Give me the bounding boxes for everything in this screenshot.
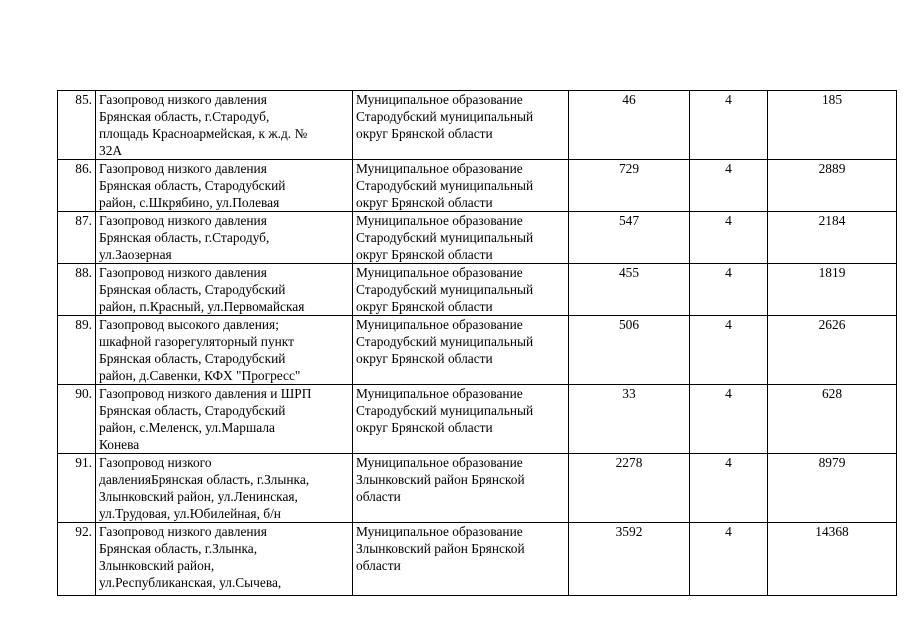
row-number: 87. — [75, 213, 92, 228]
owner-cell — [353, 91, 569, 160]
row-number-cell — [58, 160, 96, 212]
row-number-cell — [58, 91, 96, 160]
table-row — [58, 212, 897, 264]
category-value: 4 — [725, 265, 732, 280]
category-cell — [690, 385, 768, 454]
category-value: 4 — [725, 317, 732, 332]
table-row — [58, 91, 897, 160]
owner-name: Муниципальное образование Стародубский муниципальный округ Брянской области — [356, 161, 534, 210]
length-value: 506 — [618, 317, 640, 332]
owner-cell — [353, 316, 569, 385]
object-name-cell — [96, 160, 353, 212]
length-cell — [569, 212, 690, 264]
owner-name: Муниципальное образование Стародубский муниципальный округ Брянской области — [356, 265, 534, 314]
owner-name: Муниципальное образование Стародубский муниципальный округ Брянской области — [356, 386, 534, 435]
category-value: 4 — [725, 455, 732, 470]
object-name: Газопровод низкого давления Брянская область, Стародубский район, с.Шкрябино, ул.Полевая — [99, 161, 286, 210]
amount-value: 2626 — [818, 317, 846, 332]
length-value: 33 — [622, 386, 636, 401]
amount-value: 2184 — [818, 213, 846, 228]
amount-value: 14368 — [815, 524, 849, 539]
row-number: 92. — [75, 524, 92, 539]
length-cell — [569, 316, 690, 385]
amount-value: 628 — [821, 386, 843, 401]
owner-name: Муниципальное образование Стародубский муниципальный округ Брянской области — [356, 213, 534, 262]
row-number: 91. — [75, 455, 92, 470]
row-number: 90. — [75, 386, 92, 401]
length-value: 547 — [618, 213, 640, 228]
category-value: 4 — [725, 92, 732, 107]
object-name: Газопровод низкого давленияБрянская область, г.Злынка, Злынковский район, ул.Ленинская, ул.Трудовая, ул.Юбилейная, б/н — [99, 455, 310, 521]
row-number-cell — [58, 316, 96, 385]
category-value: 4 — [725, 161, 732, 176]
category-cell — [690, 160, 768, 212]
length-cell — [569, 264, 690, 316]
category-cell — [690, 264, 768, 316]
length-cell — [569, 523, 690, 596]
object-name-cell — [96, 523, 353, 596]
amount-cell — [768, 523, 897, 596]
owner-cell — [353, 454, 569, 523]
table-row — [58, 264, 897, 316]
gas-pipeline-registry-table — [57, 90, 897, 596]
row-number: 89. — [75, 317, 92, 332]
length-value: 455 — [618, 265, 640, 280]
owner-cell — [353, 385, 569, 454]
row-number-cell — [58, 264, 96, 316]
object-name-cell — [96, 264, 353, 316]
object-name: Газопровод высокого давления; шкафной газорегуляторный пункт Брянская область, Стародубский район, д.Савенки, КФХ "Прогресс" — [99, 317, 301, 383]
row-number: 88. — [75, 265, 92, 280]
table-row — [58, 523, 897, 596]
object-name-cell — [96, 212, 353, 264]
amount-value: 8979 — [818, 455, 846, 470]
amount-value: 1819 — [818, 265, 846, 280]
row-number: 86. — [75, 161, 92, 176]
category-value: 4 — [725, 386, 732, 401]
object-name: Газопровод низкого давления Брянская область, г.Злынка, Злынковский район, ул.Республиканская, ул.Сычева, — [99, 524, 282, 590]
owner-cell — [353, 212, 569, 264]
amount-value: 2889 — [818, 161, 846, 176]
object-name-cell — [96, 91, 353, 160]
amount-cell — [768, 91, 897, 160]
length-cell — [569, 385, 690, 454]
row-number-cell — [58, 385, 96, 454]
category-cell — [690, 523, 768, 596]
category-cell — [690, 212, 768, 264]
row-number-cell — [58, 523, 96, 596]
owner-name: Муниципальное образование Злынковский район Брянской области — [356, 524, 525, 573]
length-value: 46 — [622, 92, 636, 107]
object-name: Газопровод низкого давления и ШРП Брянская область, Стародубский район, с.Меленск, ул.Маршала Конева — [99, 386, 312, 452]
object-name-cell — [96, 454, 353, 523]
amount-cell — [768, 385, 897, 454]
category-value: 4 — [725, 213, 732, 228]
object-name-cell — [96, 385, 353, 454]
amount-cell — [768, 264, 897, 316]
object-name-cell — [96, 316, 353, 385]
length-value: 729 — [618, 161, 640, 176]
owner-name: Муниципальное образование Стародубский муниципальный округ Брянской области — [356, 92, 534, 141]
length-value: 3592 — [615, 524, 643, 539]
length-value: 2278 — [615, 455, 643, 470]
table-row — [58, 454, 897, 523]
amount-cell — [768, 160, 897, 212]
category-cell — [690, 316, 768, 385]
length-cell — [569, 91, 690, 160]
owner-cell — [353, 160, 569, 212]
amount-cell — [768, 454, 897, 523]
table-row — [58, 316, 897, 385]
object-name: Газопровод низкого давления Брянская область, г.Стародуб, ул.Заозерная — [99, 213, 270, 262]
owner-name: Муниципальное образование Стародубский муниципальный округ Брянской области — [356, 317, 534, 366]
row-number-cell — [58, 454, 96, 523]
owner-name: Муниципальное образование Злынковский район Брянской области — [356, 455, 525, 504]
length-cell — [569, 160, 690, 212]
amount-value: 185 — [821, 92, 843, 107]
amount-cell — [768, 316, 897, 385]
row-number-cell — [58, 212, 96, 264]
table-row — [58, 160, 897, 212]
object-name: Газопровод низкого давления Брянская область, Стародубский район, п.Красный, ул.Первомайская — [99, 265, 305, 314]
table-row — [58, 385, 897, 454]
length-cell — [569, 454, 690, 523]
category-cell — [690, 91, 768, 160]
category-value: 4 — [725, 524, 732, 539]
row-number: 85. — [75, 92, 92, 107]
owner-cell — [353, 523, 569, 596]
owner-cell — [353, 264, 569, 316]
object-name: Газопровод низкого давления Брянская область, г.Стародуб, площадь Красноармейская, к ж.д. № 32А — [99, 92, 308, 158]
category-cell — [690, 454, 768, 523]
amount-cell — [768, 212, 897, 264]
